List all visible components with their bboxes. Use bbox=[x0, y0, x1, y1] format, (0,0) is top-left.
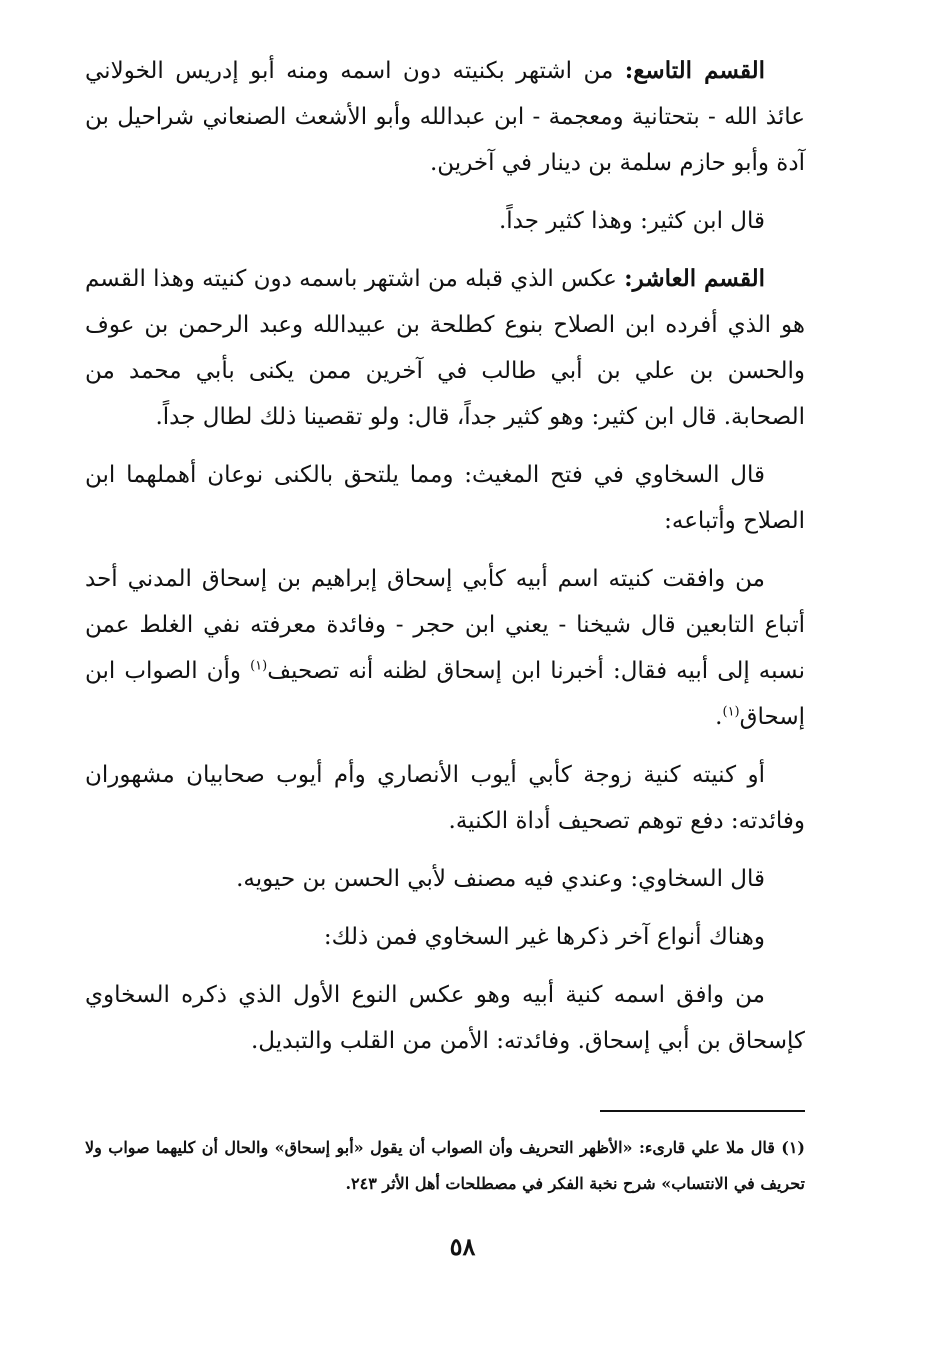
paragraph-text: قال السخاوي: وعندي فيه مصنف لأبي الحسن بن حيويه. bbox=[236, 866, 765, 892]
paragraph-text: عكس الذي قبله من اشتهر باسمه دون كنيته وهذا القسم هو الذي أفرده ابن الصلاح بنوع كطلحة بن عبيدالله وعبد الرحمن بن عوف والحسن بن علي بن أبي طالب في آخرين ممن يكنى بأبي محمد من الصحابة. قال ابن كثير: وهو كثير جداً، قال: ولو تقصينا ذلك لطال جداً. bbox=[85, 266, 805, 430]
page-body bbox=[85, 48, 805, 1076]
paragraph-text: وأن الصواب ابن إسحاق bbox=[85, 658, 805, 730]
paragraph-matching-kunya bbox=[85, 556, 805, 740]
section-heading-tenth: القسم العاشر: bbox=[624, 265, 765, 292]
paragraph-text: قال السخاوي في فتح المغيث: ومما يلتحق بالكنى نوعان أهملهما ابن الصلاح وأتباعه: bbox=[85, 462, 805, 534]
footnote-marker[interactable]: (١) bbox=[250, 658, 268, 674]
paragraph-text: من اشتهر بكنيته دون اسمه ومنه أبو إدريس الخولاني عائذ الله - بتحتانية ومعجمة - ابن عبدالله وأبو الأشعث الصنعاني شراحيل بن آدة وأبو حازم سلمة بن دينار في آخرين. bbox=[85, 58, 805, 176]
page-number: ٥٨ bbox=[449, 1232, 476, 1261]
paragraph-reverse-type bbox=[85, 972, 805, 1064]
paragraph-text: . bbox=[715, 704, 723, 730]
paragraph-text: من وافقت كنيته اسم أبيه كأبي إسحاق إبراهيم بن إسحاق المدني أحد أتباع التابعين قال شيخنا - يعني ابن حجر - وفائدة معرفته نفي الغلط عمن نسبه إلى أبيه فقال: أخبرنا ابن إسحاق لظنه أنه تصحيف bbox=[85, 566, 805, 684]
paragraph-text: أو كنيته كنية زوجة كأبي أيوب الأنصاري وأم أيوب صحابيان مشهوران وفائدته: دفع توهم تصحيف أداة الكنية. bbox=[85, 762, 805, 834]
paragraph-sakhawi-author bbox=[85, 856, 805, 902]
footnote: (١) قال ملا علي قارىء: «الأظهر التحريف وأن الصواب أن يقول «أبو إسحاق» والحال أن كليهما صواب ولا تحريف في الانتساب» شرح نخبة الفكر في مصطلحات أهل الأثر ٢٤٣. bbox=[85, 1138, 805, 1193]
paragraph-text: قال ابن كثير: وهذا كثير جداً. bbox=[498, 208, 765, 234]
footnote-marker[interactable]: (١) bbox=[722, 704, 740, 720]
footnote-divider bbox=[600, 1110, 805, 1112]
paragraph-other-types bbox=[85, 914, 805, 960]
paragraph-spouse-kunya bbox=[85, 752, 805, 844]
paragraph-tenth-section bbox=[85, 256, 805, 440]
paragraph-text: من وافق اسمه كنية أبيه وهو عكس النوع الأول الذي ذكره السخاوي كإسحاق بن أبي إسحاق. وفائدته: الأمن من القلب والتبديل. bbox=[85, 982, 805, 1054]
paragraph-text: وهناك أنواع آخر ذكرها غير السخاوي فمن ذلك: bbox=[323, 924, 765, 950]
paragraph-sakhawi-quote bbox=[85, 452, 805, 544]
paragraph-ibn-kathir-quote-1 bbox=[85, 198, 805, 244]
paragraph-ninth-section bbox=[85, 48, 805, 186]
section-heading-ninth: القسم التاسع: bbox=[624, 57, 765, 84]
